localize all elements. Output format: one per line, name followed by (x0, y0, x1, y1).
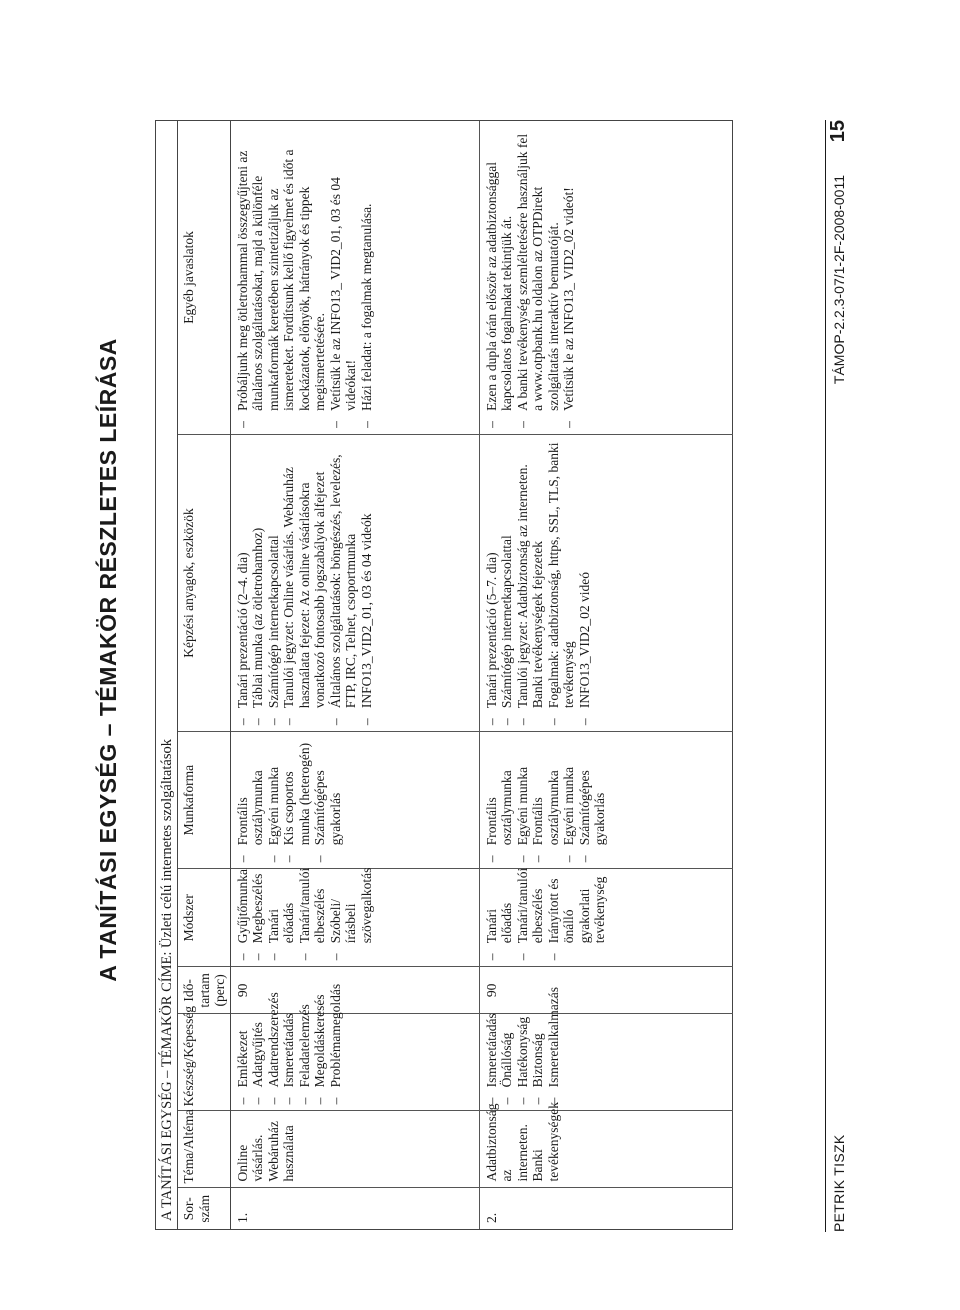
workforms-cell (479, 732, 733, 869)
method-item: – Megbeszélés (250, 875, 266, 960)
row-number: 1. (230, 1188, 479, 1229)
workform-item: – Egyéni munka (515, 738, 531, 862)
material-item: – Számítógép internetkapcsolattal (266, 441, 282, 725)
material-item: – Tanulói jegyzet: Adatbiztonság az interneten. Banki tevékenységek fejezetek (515, 441, 546, 725)
suggestion-item: – A banki tevékenység szemléltetésére használjuk fel a www.otpbank.hu oldalon az OTPDirekt szolgáltatás interaktív bemutatóját. (515, 127, 562, 428)
skill-item: – Megoldáskeresés (312, 1020, 328, 1104)
workform-item: – Számítógépes gyakorlás (312, 738, 343, 862)
material-item: – Általános szolgáltatások: böngészés, levelezés, FTP, IRC, Telnet, csoportmunka (328, 441, 359, 725)
workform-list (235, 738, 344, 862)
header-cell: Készség/Képesség (178, 1014, 230, 1111)
workforms-cell (230, 732, 479, 869)
skill-item: – Hatékonyság (515, 1020, 531, 1104)
material-item: – Tanári prezentáció (2–4. dia) (235, 441, 251, 725)
table-row (230, 121, 479, 1229)
method-item: – Tanári előadás (484, 875, 515, 960)
suggestion-list (235, 127, 375, 428)
method-item: – Tanári előadás (266, 875, 297, 960)
footer-left: PETRIK TISZK (831, 1134, 847, 1232)
page-number: 15 (827, 120, 849, 143)
methods-cell (479, 869, 733, 967)
header-cell: Téma/Altéma (178, 1111, 230, 1188)
table-row (479, 121, 733, 1229)
lesson-plan-table (178, 121, 733, 1229)
header-cell: Módszer (178, 869, 230, 967)
materials-cell (479, 434, 733, 731)
workform-item: – Kis csoportos munka (heterogén) (281, 738, 312, 862)
workform-item: – Frontális osztálymunka (235, 738, 266, 862)
workform-item: – Egyéni munka (561, 738, 577, 862)
table-caption: A TANÍTÁSI EGYSÉG – TÉMAKÖR CÍME: Üzleti célú internetes szolgáltatások (156, 121, 178, 1229)
header-cell: Egyéb javaslatok (178, 121, 230, 434)
suggestions-cell (230, 121, 479, 434)
skill-item: – Adatrendszerezés (266, 1020, 282, 1104)
skill-item: – Emlékezet (235, 1020, 251, 1104)
page-footer (825, 120, 852, 1232)
skill-item: – Biztonság (530, 1020, 546, 1104)
suggestion-item: – Próbáljunk meg ötletrohammal összegyűjteni az általános szolgáltatásokat, majd a különféle munkaformák keretében szintetizáljuk az ismereteket. Fordítsunk kellő figyelmet és időt a kockázatok, előnyök, hátrányok és tippek megismertetésére. (235, 127, 328, 428)
material-list (484, 441, 593, 725)
material-item: – INFO13_VID2_01, 03 és 04 videók (359, 441, 375, 725)
methods-cell (230, 869, 479, 967)
material-item: – Számítógép internetkapcsolattal (499, 441, 515, 725)
material-item: – Fogalmak: adatbiztonság, https, SSL, TLS, banki tevékenység (546, 441, 577, 725)
skill-item: – Ismeretalkalmazás (546, 1020, 562, 1104)
method-list (234, 867, 375, 960)
header-cell: Sor-szám (178, 1188, 230, 1229)
method-list (483, 867, 608, 960)
skill-item: – Ismeretátadás (484, 1020, 500, 1104)
header-cell: Idő-tartam (perc) (178, 967, 230, 1014)
skill-item: – Feladatelemzés (297, 1020, 313, 1104)
skill-item: – Adatgyűjtés (250, 1020, 266, 1104)
method-item: – Gyűjtőmunka (235, 875, 251, 960)
method-item: – Tanári/tanulói elbeszélés (515, 875, 546, 960)
workform-item: – Frontális osztálymunka (530, 738, 561, 862)
suggestion-item: – Vetítsük le az INFO13_ VID2_02 videót! (561, 127, 577, 428)
skill-item: – Önállóság (499, 1020, 515, 1104)
materials-cell (230, 434, 479, 731)
suggestion-item: – Ezen a dupla órán először az adatbiztonsággal kapcsolatos fogalmakat tekintjük át. (484, 127, 515, 428)
project-code: TÁMOP-2.2.3-07/1-2F-2008-0011 (831, 175, 847, 385)
suggestion-item: – Házi feladat: a fogalmak megtanulása. (359, 127, 375, 428)
duration-cell: 90 (230, 967, 479, 1014)
lesson-plan-table-box (155, 120, 733, 1230)
skill-item: – Problémamegoldás (328, 1020, 344, 1104)
material-item: – Tanári prezentáció (5–7. dia) (484, 441, 500, 725)
method-item: – Szóbeli/írásbeli szövegalkotás (328, 875, 375, 960)
header-cell: Munkaforma (178, 732, 230, 869)
workform-list (484, 738, 608, 862)
header-row (178, 121, 230, 1229)
suggestions-cell (479, 121, 733, 434)
material-item: – Táblai munka (az ötletrohamhoz) (250, 441, 266, 725)
topic-cell: Online vásárlás. Webáruház használata (230, 1111, 479, 1188)
material-item: – Tanulói jegyzet: Online vásárlás. Webáruház használata fejezet: Az online vásárlásokra vonatkozó fontosabb jogszabályok alfejezet (281, 441, 328, 725)
skill-item: – Ismeretátadás (281, 1020, 297, 1104)
row-number: 2. (483, 1212, 499, 1223)
workform-item: – Számítógépes gyakorlás (577, 738, 608, 862)
workform-item: – Egyéni munka (266, 738, 282, 862)
header-cell: Képzési anyagok, eszközök (178, 434, 230, 731)
page-title: A TANÍTÁSI EGYSÉG – TÉMAKÖR RÉSZLETES LEÍRÁSA (95, 338, 121, 982)
duration-cell: 90 (479, 967, 733, 1014)
method-item: – Irányított és önálló gyakorlati tevékenység (546, 875, 608, 960)
method-item: – Tanári/tanulói elbeszélés (297, 875, 328, 960)
workform-item: – Frontális osztálymunka (484, 738, 515, 862)
suggestion-item: – Vetítsük le az INFO13_ VID2_01, 03 és 04 videókat! (328, 127, 359, 428)
material-list (235, 441, 375, 725)
topic-cell: Adatbiztonság az interneten. Banki tevékenységek (479, 1111, 733, 1188)
suggestion-list (484, 127, 577, 428)
material-item: – INFO13_VID2_02 videó (577, 441, 593, 725)
